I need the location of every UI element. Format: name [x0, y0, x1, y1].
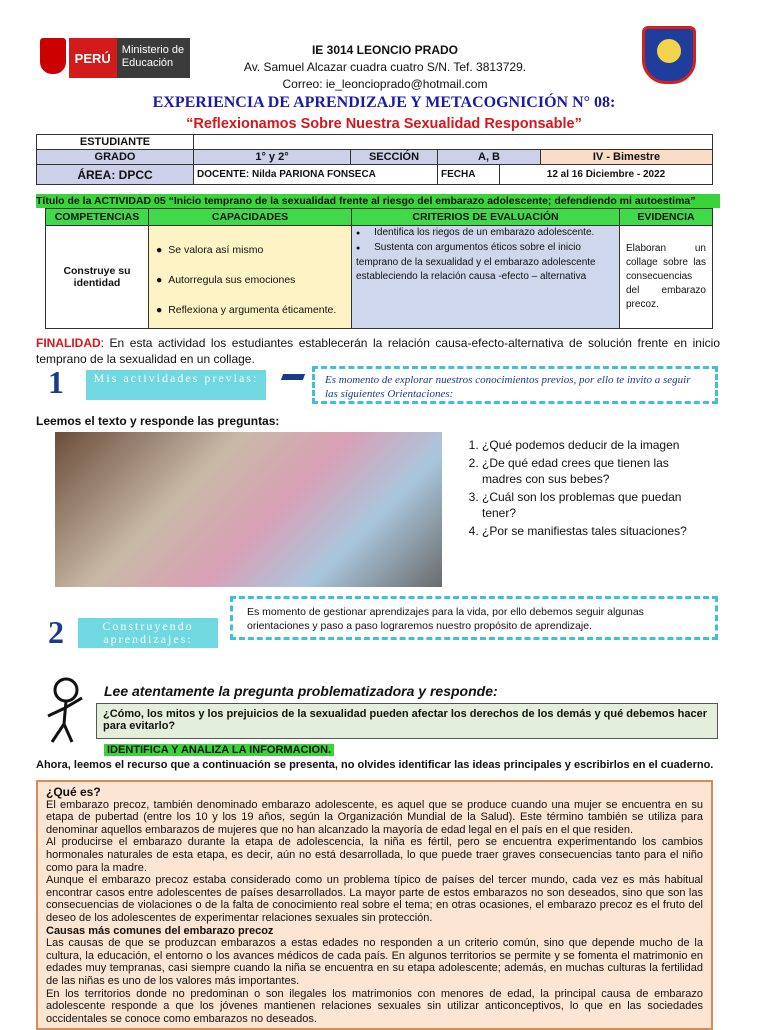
- criterio-item: ● Sustenta con argumentos éticos sobre el inicio temprano de la sexualidad y el embarazo adolescente estableciendo la relación causa -efecto – alternativa: [356, 242, 596, 282]
- peru-shield-icon: [40, 38, 66, 74]
- ministry-logo: [40, 38, 190, 78]
- mothers-photo: [55, 432, 442, 587]
- section-2-label: Construyendo aprendizajes:: [78, 618, 218, 648]
- question-item: 1. ¿Qué podemos deducir de la imagen: [482, 437, 707, 453]
- question-item: 3. ¿Cuál son los problemas que puedan tener?: [482, 489, 707, 521]
- reading-heading: Leemos el texto y responde las preguntas:: [36, 414, 280, 428]
- resource-paragraph: Al producirse el embarazo durante la etapa de adolescencia, la niña es fértil, pero se encuentra experimentando los cambios hormonales naturales de esta etapa, es decir, aún no está desarrollada, lo que puede traer graves consecuencias tanto para el niño como para la madre.: [46, 836, 703, 874]
- competencia-cell: Construye su identidad: [46, 226, 149, 329]
- seccion-value: A, B: [438, 150, 541, 165]
- resource-paragraph: Las causas de que se produzcan embarazos a estas edades no responden a un criterio común, sino que depende mucho de la cultura, la educación, el entorno o los avances médicos de cada país. En algunos territorios se permite y se fomenta el matrimonio en edades muy tempranas, casi siempre cuando la niña se encuentra en su etapa adolescente; además, en muchas culturas la fertilidad de las niñas es uno de los valores más importantes.: [46, 937, 703, 987]
- competencias-table: [45, 208, 713, 329]
- finalidad-paragraph: [36, 335, 720, 367]
- problem-question: ¿Cómo, los mitos y los prejuicios de la sexualidad pueden afectar los derechos de los demás y qué debemos hacer para evitarlo?: [96, 703, 718, 739]
- estudiante-value: [194, 135, 713, 150]
- capacidad-item: ● Autorregula sus emociones: [156, 274, 296, 286]
- evidencia-cell: Elaboran un collage sobre las consecuencias del embarazo precoz.: [620, 226, 713, 329]
- question-item: 2. ¿De qué edad crees que tienen las madres con sus bebes?: [482, 455, 707, 487]
- resource-paragraph: Aunque el embarazo precoz estaba considerado como un problema típico de países del tercer mundo, cada vez es más habitual encontrar casos entre adolescentes de países desarrollados. La mayor parte de estos embarazos no son deseados, sino que son las consecuencias de violaciones o de la falta de conocimiento real sobre el tema; en otras ocasiones, el embarazo precoz es el fruto del deseo de los adolescentes de experimentar relaciones sexuales sin protección.: [46, 874, 703, 924]
- school-email: Correo: ie_leoncioprado@hotmail.com: [282, 77, 488, 91]
- question-list: [462, 437, 707, 541]
- capacidad-item: ● Se valora así mismo: [156, 244, 264, 256]
- finalidad-label: FINALIDAD: [36, 336, 101, 350]
- logo-peru-text: PERÚ: [69, 38, 117, 78]
- resource-heading: ¿Qué es?: [46, 785, 101, 799]
- school-name: IE 3014 LEONCIO PRADO: [311, 43, 459, 57]
- section-1-label: Mis actividades previas:: [86, 370, 266, 400]
- page-subtitle: “Reflexionamos Sobre Nuestra Sexualidad Responsable”: [186, 116, 582, 132]
- header-evidencia: EVIDENCIA: [620, 209, 713, 226]
- question-item: 4. ¿Por se manifiestas tales situaciones?: [482, 523, 707, 539]
- page-title: EXPERIENCIA DE APRENDIZAJE Y METACOGNICIÓN N° 08:: [152, 94, 616, 111]
- instruction-text: Ahora, leemos el recurso que a continuación se presenta, no olvides identificar las ideas principales y escribirlos en el cuaderno.: [36, 759, 714, 771]
- fecha-value: 12 al 16 Diciembre - 2022: [500, 165, 713, 185]
- header-competencias: COMPETENCIAS: [46, 209, 149, 226]
- section-1-number: 1: [48, 364, 64, 400]
- capacidad-item: ● Reflexiona y argumenta éticamente.: [156, 304, 337, 316]
- docente-value: DOCENTE: Nilda PARIONA FONSECA: [194, 165, 438, 185]
- grado-label: GRADO: [37, 150, 194, 165]
- header-capacidades: CAPACIDADES: [149, 209, 352, 226]
- resource-paragraph: En los territorios donde no predominan o son ilegales los matrimonios con menores de edad, la principal causa de embarazo adolescente responde a que los jóvenes mantienen relaciones sexuales sin utilizar anticonceptivos, lo que en las sociedades occidentales se conoce como embarazos no deseados.: [46, 987, 703, 1025]
- criterio-item: ● Identifica los riegos de un embarazo adolescente.: [356, 227, 595, 238]
- grado-value: 1° y 2°: [194, 150, 351, 165]
- school-crest-icon: [642, 26, 696, 84]
- bimestre-value: IV - Bimestre: [541, 150, 713, 165]
- problem-heading: Lee atentamente la pregunta problematizadora y responde:: [104, 683, 498, 699]
- school-address: Av. Samuel Alcazar cuadra cuatro S/N. Tef. 3813729.: [243, 60, 527, 74]
- school-header: [220, 42, 550, 93]
- logo-ministry-text: Ministerio de Educación: [117, 38, 190, 78]
- section-2-note: Es momento de gestionar aprendizajes para la vida, por ello debemos seguir algunas orientaciones y paso a paso lograremos nuestro propósito de aprendizaje.: [230, 596, 718, 640]
- estudiante-label: ESTUDIANTE: [37, 135, 194, 150]
- section-1-note: Es momento de explorar nuestros conocimientos previos, por ello te invito a seguir las siguientes Orientaciones:: [312, 366, 718, 404]
- finalidad-text: : En esta actividad los estudiantes establecerán la relación causa-efecto-alternativa de solución frente en inicio temprano de la sexualidad en un collage.: [36, 336, 720, 366]
- header-criterios: CRITERIOS DE EVALUACIÓN: [352, 209, 620, 226]
- fecha-label: FECHA: [438, 165, 500, 185]
- causes-heading: Causas más comunes del embarazo precoz: [46, 924, 274, 937]
- capacidades-cell: [149, 226, 352, 329]
- arrow-icon: [281, 374, 305, 380]
- info-table: [36, 134, 713, 185]
- criterios-cell: [352, 226, 620, 329]
- identifica-banner: IDENTIFICA Y ANALIZA LA INFORMACION.: [104, 744, 334, 756]
- thinking-figure-icon: [38, 676, 90, 744]
- activity-title: Título de la ACTIVIDAD 05 “Inicio temprano de la sexualidad frente al riesgo del embarazo adolescente; defendiendo mi autoestima”: [36, 194, 720, 208]
- resource-box: [36, 780, 713, 1030]
- seccion-label: SECCIÓN: [351, 150, 438, 165]
- area-label: ÁREA: DPCC: [37, 165, 194, 185]
- section-2-number: 2: [48, 614, 64, 650]
- resource-paragraph: El embarazo precoz, también denominado embarazo adolescente, es aquel que se produce cuando una mujer se encuentra en su etapa de pubertad (entre los 10 y los 19 años, según la Organización Mundial de la Salud). Este término también se utiliza para denominar aquellos embarazos de mujeres que no han alcanzado la mayoría de edad legal en el país en el que residen.: [46, 798, 703, 836]
